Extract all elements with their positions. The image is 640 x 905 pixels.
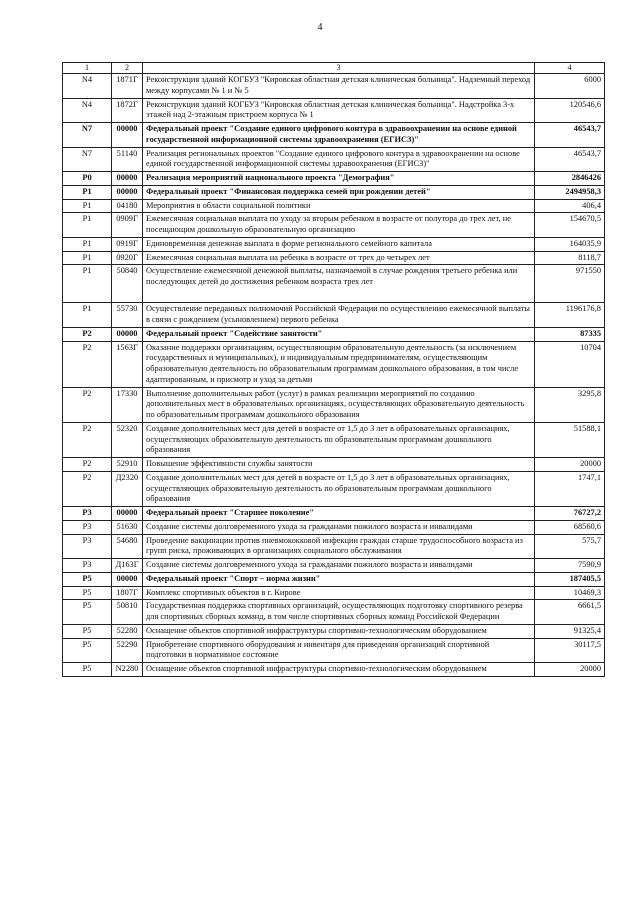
row-name: Единовременная денежная выплата в форме регионального семейного капитала — [143, 237, 535, 251]
row-name: Выполнение дополнительных работ (услуг) в рамках реализации мероприятий по созданию дополнительных мест в образовательных организациях, осуществляющих образовательную деятельность по образовательным программам дошкольного образования — [143, 387, 535, 422]
header-col-1: 1 — [63, 63, 112, 74]
table-row — [63, 387, 605, 422]
row-code: P1 — [63, 199, 112, 213]
row-name: Создание системы долговременного ухода за гражданами пожилого возраста и инвалидами — [143, 559, 535, 573]
row-name: Реализация мероприятий национального проекта "Демография" — [143, 172, 535, 186]
row-amount: 3295,8 — [535, 387, 605, 422]
table-row — [63, 458, 605, 472]
row-amount: 120546,6 — [535, 98, 605, 123]
row-code: P2 — [63, 422, 112, 457]
table-row — [63, 572, 605, 586]
row-sub-code: 00000 — [112, 507, 143, 521]
row-sub-code: 1563Г — [112, 341, 143, 387]
row-name: Оказание поддержки организациям, осуществляющим образовательную деятельность (за исключением государственных и муниципальных), и индивидуальным предпринимателям, осуществляющим образовательную деятельность по образовательным программам дошкольного образования, в том числе адаптированным, и присмотр и уход за детьми — [143, 341, 535, 387]
row-sub-code: 00000 — [112, 572, 143, 586]
row-name: Федеральный проект "Содействие занятости" — [143, 327, 535, 341]
row-code: P5 — [63, 663, 112, 677]
table-row — [63, 265, 605, 303]
row-amount: 10704 — [535, 341, 605, 387]
table-row — [63, 237, 605, 251]
row-sub-code: 1871Г — [112, 74, 143, 99]
row-amount: 68560,6 — [535, 520, 605, 534]
table-row — [63, 559, 605, 573]
row-amount: 76727,2 — [535, 507, 605, 521]
row-code: N4 — [63, 98, 112, 123]
row-sub-code: 51140 — [112, 147, 143, 172]
row-name: Создание дополнительных мест для детей в возрасте от 1,5 до 3 лет в образовательных организациях, осуществляющих образовательную деятельность по образовательным программам дошкольного образования — [143, 422, 535, 457]
row-code: P2 — [63, 341, 112, 387]
table-row — [63, 534, 605, 559]
row-name: Создание системы долговременного ухода за гражданами пожилого возраста и инвалидами — [143, 520, 535, 534]
row-name: Оснащение объектов спортивной инфраструктуры спортивно-технологическим оборудованием — [143, 663, 535, 677]
table-row — [63, 251, 605, 265]
row-amount: 2494958,3 — [535, 185, 605, 199]
row-sub-code: 00000 — [112, 172, 143, 186]
table-row — [63, 327, 605, 341]
row-code: P1 — [63, 185, 112, 199]
row-name: Проведение вакцинации против пневмококковой инфекции граждан старше трудоспособного возраста из групп риска, проживающих в организациях социального обслуживания — [143, 534, 535, 559]
row-amount: 87335 — [535, 327, 605, 341]
table-row — [63, 638, 605, 663]
row-name: Создание дополнительных мест для детей в возрасте от 1,5 до 3 лет в образовательных организациях, осуществляющих образовательную деятельность по образовательным программам дошкольного образования — [143, 471, 535, 506]
row-amount: 46543,7 — [535, 147, 605, 172]
row-amount: 1747,1 — [535, 471, 605, 506]
row-code: P5 — [63, 572, 112, 586]
row-name: Федеральный проект "Старшее поколение" — [143, 507, 535, 521]
row-amount: 91325,4 — [535, 624, 605, 638]
table-header-row — [63, 63, 605, 74]
row-amount: 6000 — [535, 74, 605, 99]
row-sub-code: 17330 — [112, 387, 143, 422]
row-amount: 10469,3 — [535, 586, 605, 600]
row-sub-code: 0920Г — [112, 251, 143, 265]
row-name: Мероприятия в области социальной политики — [143, 199, 535, 213]
row-sub-code: 50840 — [112, 265, 143, 303]
row-sub-code: 50810 — [112, 600, 143, 625]
row-sub-code: N2280 — [112, 663, 143, 677]
row-name: Осуществление ежемесячной денежной выплаты, назначаемой в случае рождения третьего ребенка или последующих детей до достижения ребенком возраста трех лет — [143, 265, 535, 303]
row-code: P1 — [63, 265, 112, 303]
row-sub-code: 00000 — [112, 123, 143, 148]
row-code: P2 — [63, 458, 112, 472]
table-row — [63, 624, 605, 638]
row-amount: 20000 — [535, 458, 605, 472]
table-row — [63, 74, 605, 99]
row-name: Повышение эффективности службы занятости — [143, 458, 535, 472]
row-name: Комплекс спортивных объектов в г. Кирове — [143, 586, 535, 600]
row-code: P1 — [63, 213, 112, 238]
row-name: Реконструкция зданий КОГБУЗ "Кировская областная детская клиническая больница". Надземный переход между корпусами № 1 и № 5 — [143, 74, 535, 99]
row-sub-code: 52910 — [112, 458, 143, 472]
header-col-4: 4 — [535, 63, 605, 74]
row-code: P5 — [63, 600, 112, 625]
row-name: Ежемесячная социальная выплата на ребенка в возрасте от трех до четырех лет — [143, 251, 535, 265]
budget-table — [62, 62, 605, 677]
row-code: P3 — [63, 507, 112, 521]
table-row — [63, 147, 605, 172]
row-code: P5 — [63, 586, 112, 600]
row-sub-code: 0909Г — [112, 213, 143, 238]
row-sub-code: Д2320 — [112, 471, 143, 506]
row-amount: 406,4 — [535, 199, 605, 213]
row-code: P5 — [63, 638, 112, 663]
row-sub-code: 04180 — [112, 199, 143, 213]
row-sub-code: 00000 — [112, 185, 143, 199]
table-row — [63, 303, 605, 328]
row-sub-code: 52280 — [112, 624, 143, 638]
table-row — [63, 199, 605, 213]
row-amount: 2846426 — [535, 172, 605, 186]
row-code: P1 — [63, 237, 112, 251]
row-code: P5 — [63, 624, 112, 638]
row-code: P3 — [63, 534, 112, 559]
row-name: Федеральный проект "Создание единого цифрового контура в здравоохранении на основе единой государственной информационной системы здравоохранения (ЕГИСЗ)" — [143, 123, 535, 148]
row-name: Реконструкция зданий КОГБУЗ "Кировская областная детская клиническая больница". Надстройка 3-х этажей над 2-этажным пристроем корпуса № 1 — [143, 98, 535, 123]
row-name: Реализация региональных проектов "Создание единого цифрового контура в здравоохранении на основе единой государственной информационной системы здравоохранения (ЕГИСЗ)" — [143, 147, 535, 172]
row-sub-code: Д163Г — [112, 559, 143, 573]
row-amount: 187405,5 — [535, 572, 605, 586]
row-name: Оснащение объектов спортивной инфраструктуры спортивно-технологическим оборудованием — [143, 624, 535, 638]
row-code: P1 — [63, 251, 112, 265]
row-sub-code: 55730 — [112, 303, 143, 328]
row-code: P0 — [63, 172, 112, 186]
table-body — [63, 74, 605, 677]
row-name: Ежемесячная социальная выплата по уходу за вторым ребенком в возрасте от полутора до трех лет, не посещающим дошкольную образовательную организацию — [143, 213, 535, 238]
row-amount: 46543,7 — [535, 123, 605, 148]
table-row — [63, 600, 605, 625]
header-col-2: 2 — [112, 63, 143, 74]
row-name: Федеральный проект "Спорт – норма жизни" — [143, 572, 535, 586]
row-amount: 6661,5 — [535, 600, 605, 625]
row-amount: 164035,9 — [535, 237, 605, 251]
row-code: P3 — [63, 559, 112, 573]
row-amount: 575,7 — [535, 534, 605, 559]
table-row — [63, 123, 605, 148]
row-code: P2 — [63, 327, 112, 341]
row-code: P2 — [63, 471, 112, 506]
row-amount: 20000 — [535, 663, 605, 677]
table-row — [63, 341, 605, 387]
row-amount: 8118,7 — [535, 251, 605, 265]
row-name: Приобретение спортивного оборудования и инвентаря для приведения организаций спортивной подготовки в нормативное состояние — [143, 638, 535, 663]
row-sub-code: 0919Г — [112, 237, 143, 251]
table-row — [63, 507, 605, 521]
row-sub-code: 52290 — [112, 638, 143, 663]
table-row — [63, 213, 605, 238]
row-amount: 1196176,8 — [535, 303, 605, 328]
row-amount: 154670,5 — [535, 213, 605, 238]
row-name: Осуществление переданных полномочий Российской Федерации по осуществлению ежемесячной выплаты в связи с рождением (усыновлением) первого ребенка — [143, 303, 535, 328]
page-number: 4 — [317, 22, 323, 33]
row-code: P3 — [63, 520, 112, 534]
row-code: P1 — [63, 303, 112, 328]
table-row — [63, 422, 605, 457]
table-row — [63, 172, 605, 186]
row-code: N4 — [63, 74, 112, 99]
row-sub-code: 00000 — [112, 327, 143, 341]
header-col-3: 3 — [143, 63, 535, 74]
row-amount: 971550 — [535, 265, 605, 303]
table-row — [63, 663, 605, 677]
table-row — [63, 520, 605, 534]
row-amount: 51588,1 — [535, 422, 605, 457]
row-name: Государственная поддержка спортивных организаций, осуществляющих подготовку спортивного резерва для спортивных сборных команд, в том числе спортивных сборных команд Российской Федерации — [143, 600, 535, 625]
row-sub-code: 51630 — [112, 520, 143, 534]
table-row — [63, 98, 605, 123]
row-code: P2 — [63, 387, 112, 422]
row-sub-code: 1872Г — [112, 98, 143, 123]
row-code: N7 — [63, 147, 112, 172]
table-row — [63, 471, 605, 506]
row-sub-code: 54680 — [112, 534, 143, 559]
table-row — [63, 185, 605, 199]
table-row — [63, 586, 605, 600]
row-amount: 7590,9 — [535, 559, 605, 573]
row-code: N7 — [63, 123, 112, 148]
row-amount: 30117,5 — [535, 638, 605, 663]
row-sub-code: 1807Г — [112, 586, 143, 600]
row-sub-code: 52320 — [112, 422, 143, 457]
row-name: Федеральный проект "Финансовая поддержка семей при рождении детей" — [143, 185, 535, 199]
